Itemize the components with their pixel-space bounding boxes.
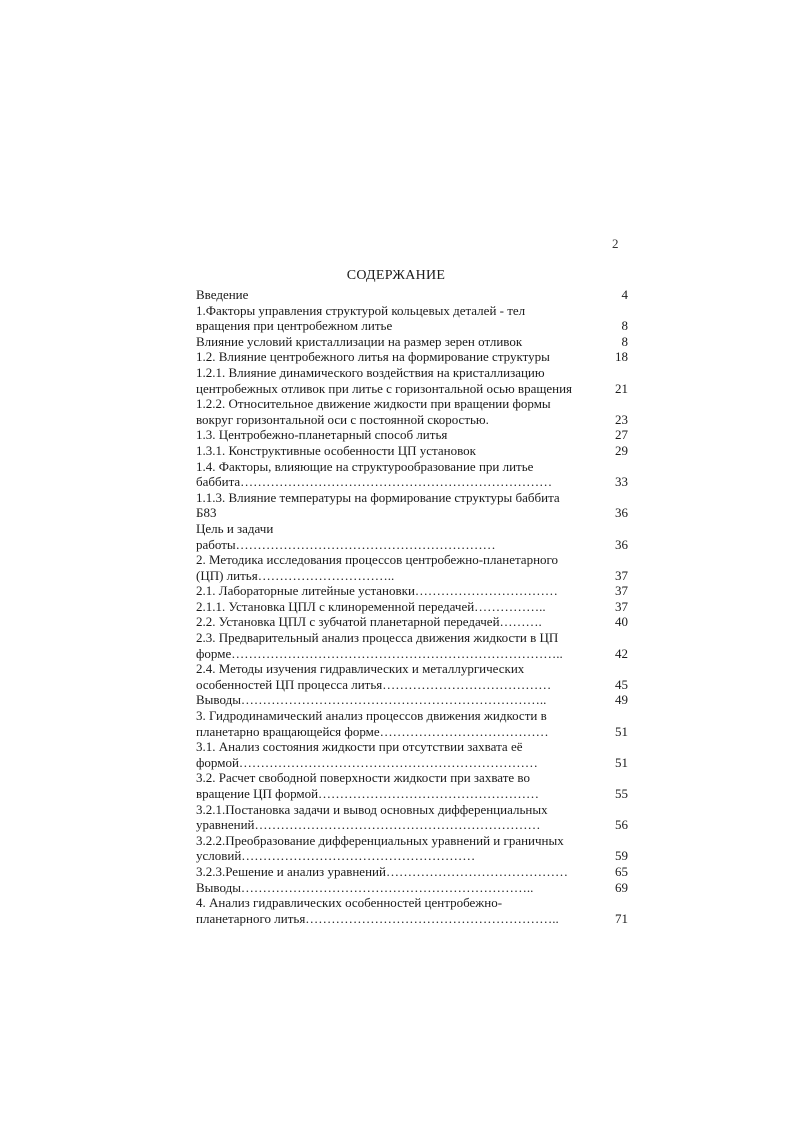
toc-entry	[196, 770, 628, 801]
toc-entry-page: 45	[615, 676, 628, 692]
toc-entry-text: Выводы…………………………………………………………..	[196, 879, 534, 895]
toc-entry-page: 23	[615, 411, 628, 427]
toc-entry-page: 69	[615, 879, 628, 895]
toc-entry	[196, 521, 628, 552]
toc-entry-text: 2.3. Предварительный анализ процесса движения жидкости в ЦП форме…………………………………………………………………..	[196, 630, 563, 661]
toc-entry-page: 33	[615, 474, 628, 490]
toc-entry-page: 49	[615, 692, 628, 708]
toc-entry-text: 2.1. Лабораторные литейные установки……………………………	[196, 583, 558, 599]
toc-entry	[196, 552, 628, 583]
toc-entry-page: 37	[615, 567, 628, 583]
toc-entry	[196, 599, 628, 615]
toc-entry	[196, 895, 628, 926]
toc-entry-page: 4	[621, 287, 628, 302]
toc-entry-page: 51	[615, 723, 628, 739]
table-of-contents	[196, 287, 628, 926]
toc-entry	[196, 864, 628, 880]
toc-entry-page: 71	[615, 910, 628, 926]
toc-entry	[196, 692, 628, 708]
toc-entry	[196, 443, 628, 459]
toc-entry	[196, 739, 628, 770]
toc-entry-text: 3.2.2.Преобразование дифференциальных уравнений и граничных условий………………………………………………	[196, 832, 564, 864]
toc-entry-page: 37	[615, 598, 628, 614]
toc-entry-page: 18	[615, 349, 628, 365]
toc-entry	[196, 708, 628, 739]
toc-entry	[196, 490, 628, 521]
toc-entry	[196, 334, 628, 350]
toc-entry	[196, 630, 628, 661]
toc-title: СОДЕРЖАНИЕ	[346, 268, 446, 283]
toc-entry-text: 3.1. Анализ состояния жидкости при отсутствии захвата её формой……………………………………………………………	[196, 739, 538, 770]
toc-entry-page: 55	[615, 786, 628, 801]
toc-entry-text: 3. Гидродинамический анализ процессов движения жидкости в планетарно вращающейся форме…………………………………	[196, 708, 549, 739]
toc-entry-text: 1.3. Центробежно-планетарный способ литья	[196, 427, 448, 443]
toc-entry-page: 36	[615, 536, 628, 552]
toc-entry-text: 2.2. Установка ЦПЛ с зубчатой планетарной передачей……….	[196, 614, 542, 630]
toc-entry-text: 1.1.3. Влияние температуры на формирование структуры баббита Б83	[196, 489, 560, 521]
toc-entry-text: 1.2.1. Влияние динамического воздействия на кристаллизацию центробежных отливок при литье с горизонтальной осью вращения	[196, 364, 573, 396]
toc-entry-page: 8	[621, 333, 628, 349]
toc-entry	[196, 303, 628, 334]
toc-entry-page: 29	[615, 442, 628, 458]
toc-entry	[196, 427, 628, 443]
toc-entry-page: 40	[615, 614, 628, 630]
toc-entry-text: 2. Методика исследования процессов центробежно-планетарного (ЦП) литья…………………………..	[196, 552, 559, 583]
toc-entry-page: 65	[615, 863, 628, 879]
toc-entry	[196, 583, 628, 599]
toc-entry-text: 3.2.3.Решение и анализ уравнений……………………………………	[196, 863, 568, 879]
toc-entry	[196, 661, 628, 692]
toc-entry-text: 3.2. Расчет свободной поверхности жидкости при захвате во вращение ЦП формой……………………………………………	[196, 770, 540, 801]
toc-entry-page: 36	[615, 505, 628, 521]
toc-entry	[196, 287, 628, 303]
toc-entry	[196, 459, 628, 490]
toc-entry-page: 51	[615, 754, 628, 770]
toc-entry-page: 37	[615, 583, 628, 599]
toc-entry-page: 8	[621, 318, 628, 334]
toc-entry	[196, 614, 628, 630]
toc-entry-text: 1.Факторы управления структурой кольцевых деталей - тел вращения при центробежном литье	[196, 302, 526, 334]
toc-entry-text: 1.4. Факторы, влияющие на структурообразование при литье баббита………………………………………………………………	[196, 458, 553, 490]
toc-entry	[196, 349, 628, 365]
toc-entry-text: 1.3.1. Конструктивные особенности ЦП установок	[196, 442, 476, 458]
toc-entry-text: Цель и задачи работы……………………………………………………	[196, 520, 496, 552]
toc-entry	[196, 365, 628, 396]
toc-entry	[196, 833, 628, 864]
toc-entry-text: 4. Анализ гидравлических особенностей центробежно-планетарного литья…………………………………………………..	[196, 895, 559, 926]
toc-entry	[196, 396, 628, 427]
toc-entry-text: 1.2. Влияние центробежного литья на формирование структуры	[196, 349, 550, 365]
toc-entry-text: 2.4. Методы изучения гидравлических и металлургических особенностей ЦП процесса литья…………………………………	[196, 661, 552, 692]
toc-entry	[196, 880, 628, 896]
toc-entry-page: 42	[615, 645, 628, 661]
toc-entry-page: 27	[615, 427, 628, 443]
toc-entry-page: 59	[615, 848, 628, 864]
toc-entry	[196, 802, 628, 833]
toc-entry-text: Влияние условий кристаллизации на размер зерен отливок	[196, 333, 523, 349]
toc-entry-text: 1.2.2. Относительное движение жидкости при вращении формы вокруг горизонтальной оси с постоянной скоростью.	[196, 396, 551, 427]
toc-entry-text: 2.1.1. Установка ЦПЛ с клиноременной передачей……………..	[196, 598, 546, 614]
toc-entry-text: Выводы……………………………………………………………..	[196, 692, 547, 708]
toc-entry-text: Введение	[196, 287, 249, 302]
toc-entry-page: 21	[615, 380, 628, 396]
page-number: 2	[612, 236, 619, 251]
toc-entry-page: 56	[615, 817, 628, 833]
toc-entry-text: 3.2.1.Постановка задачи и вывод основных дифференциальных уравнений…………………………………………………………	[196, 801, 548, 833]
